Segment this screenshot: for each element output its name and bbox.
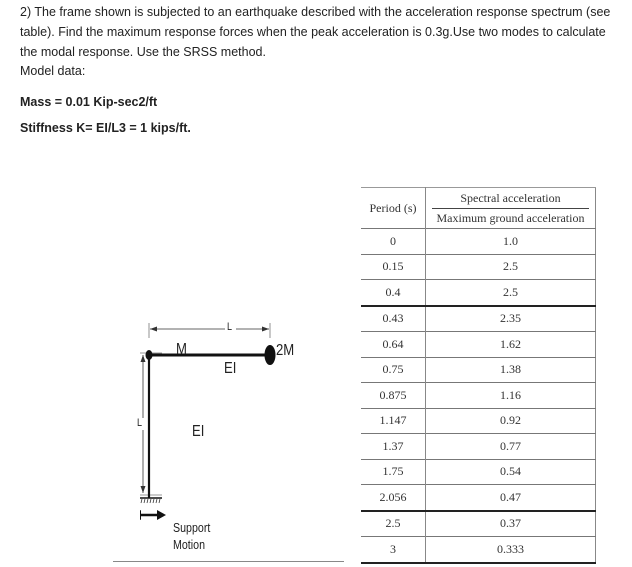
- mass-2m-label: 2M: [276, 342, 295, 359]
- motion-label: Motion: [173, 537, 206, 552]
- ratio-cell: 0.333: [497, 541, 524, 556]
- ratio-cell: 1.16: [500, 387, 521, 402]
- period-cell: 1.147: [361, 408, 426, 434]
- mass-m-label: M: [176, 341, 187, 358]
- column-ei-label: EI: [192, 423, 205, 440]
- period-cell: 0.43: [361, 306, 426, 332]
- period-cell: 0.64: [361, 332, 426, 358]
- period-cell: 3: [361, 537, 426, 563]
- period-cell: 0.75: [361, 357, 426, 383]
- period-cell: 0.15: [361, 254, 426, 280]
- table-row: [361, 511, 596, 537]
- ratio-cell: 0.92: [500, 413, 521, 428]
- ratio-cell: 2.5: [503, 284, 518, 299]
- table-row: [361, 229, 596, 255]
- frame-diagram: [137, 318, 320, 558]
- ratio-cell: 2.35: [500, 311, 521, 326]
- period-header: Period (s): [361, 188, 426, 229]
- beam-ei-label: EI: [224, 360, 237, 377]
- table-row: [361, 434, 596, 460]
- ratio-header-numerator: Spectral acceleration: [432, 191, 589, 209]
- ratio-cell: 1.62: [500, 336, 521, 351]
- ratio-header: [426, 188, 596, 229]
- table-row: [361, 408, 596, 434]
- table-row: [361, 254, 596, 280]
- column-length-label: L: [137, 417, 143, 429]
- table-header-row: [361, 188, 596, 229]
- period-cell: 0.875: [361, 383, 426, 409]
- response-spectrum-table: [361, 187, 596, 564]
- mass-value: Mass = 0.01 Kip-sec2/ft: [20, 95, 158, 109]
- ratio-cell: 2.5: [503, 259, 518, 274]
- problem-statement: 2) The frame shown is subjected to an earthquake described with the acceleration response spectrum (see table). Find the maximum response forces when the peak acceleration is 0.3g.Use two modes to calculate the modal response. Use the SRSS method.: [20, 5, 611, 59]
- table-row: [361, 332, 596, 358]
- divider-line: [113, 561, 344, 562]
- model-data-label: Model data:: [20, 64, 86, 78]
- table-row: [361, 383, 596, 409]
- period-cell: 2.5: [361, 511, 426, 537]
- stiffness-value: Stiffness K= EI/L3 = 1 kips/ft.: [20, 121, 191, 135]
- period-cell: 2.056: [361, 485, 426, 511]
- table-row: [361, 357, 596, 383]
- ratio-cell: 0.47: [500, 489, 521, 504]
- ratio-cell: 0.77: [500, 438, 521, 453]
- beam-length-label: L: [227, 321, 233, 333]
- table-row: [361, 485, 596, 511]
- period-cell: 0.4: [361, 280, 426, 306]
- ratio-cell: 1.0: [503, 233, 518, 248]
- ratio-header-denominator: Maximum ground acceleration: [436, 210, 585, 225]
- table-row: [361, 280, 596, 306]
- period-cell: 1.75: [361, 459, 426, 485]
- period-cell: 1.37: [361, 434, 426, 460]
- period-cell: 0: [361, 229, 426, 255]
- support-label: Support: [173, 520, 211, 535]
- ratio-cell: 1.38: [500, 362, 521, 377]
- table-row: [361, 306, 596, 332]
- ratio-cell: 0.37: [500, 516, 521, 531]
- ratio-cell: 0.54: [500, 464, 521, 479]
- table-row: [361, 459, 596, 485]
- table-row: [361, 537, 596, 563]
